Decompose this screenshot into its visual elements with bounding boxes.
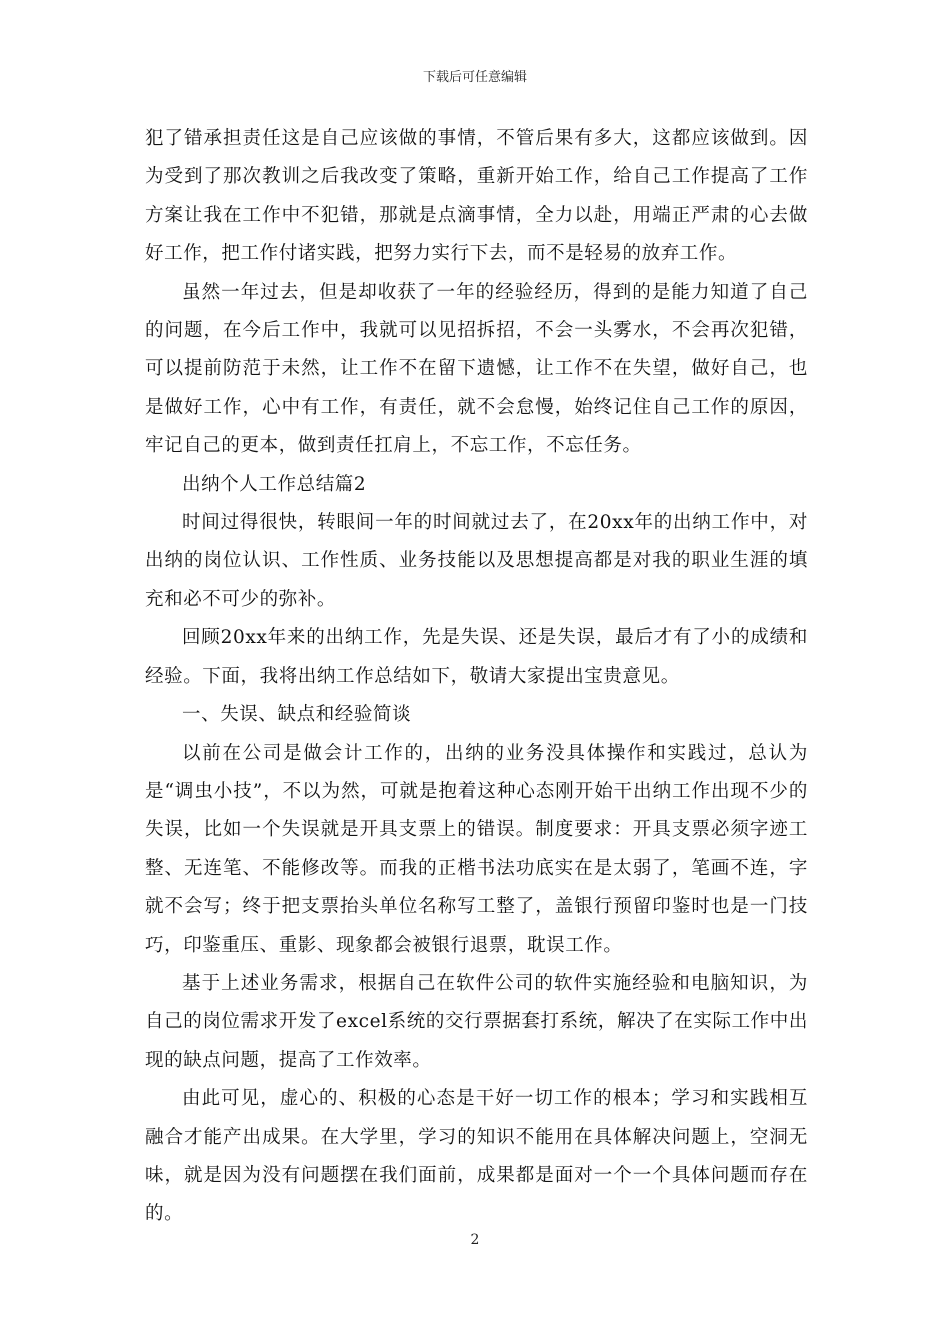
section-title: 出纳个人工作总结篇2 bbox=[182, 473, 367, 495]
document-body bbox=[145, 120, 808, 1234]
paragraph-6: 基于上述业务需求，根据自己在软件公司的软件实施经验和电脑知识，为自己的岗位需求开发了excel系统的交行票据套打系统，解决了在实际工作中出现的缺点问题，提高了工作效率。 bbox=[145, 972, 808, 1071]
paragraph-3: 时间过得很快，转眼间一年的时间就过去了，在20xx年的出纳工作中，对出纳的岗位认识、工作性质、业务技能以及思想提高都是对我的职业生涯的填充和必不可少的弥补。 bbox=[145, 512, 808, 610]
page-number: 2 bbox=[470, 1232, 480, 1248]
header-note: 下载后可任意编辑 bbox=[422, 70, 527, 85]
paragraph-2: 虽然一年过去，但是却收获了一年的经验经历，得到的是能力知道了自己的问题，在今后工作中，我就可以见招拆招，不会一头雾水，不会再次犯错，可以提前防范于未然，让工作不在留下遗憾，让工作不在失望，做好自己，也是做好工作，心中有工作，有责任，就不会怠慢，始终记住自己工作的原因，牢记自己的更本，做到责任扛肩上，不忘工作，不忘任务。 bbox=[145, 281, 808, 457]
paragraph-4: 回顾20xx年来的出纳工作，先是失误、还是失误，最后才有了小的成绩和经验。下面，我将出纳工作总结如下，敬请大家提出宝贵意见。 bbox=[145, 627, 808, 687]
paragraph-1: 犯了错承担责任这是自己应该做的事情，不管后果有多大，这都应该做到。因为受到了那次教训之后我改变了策略，重新开始工作，给自己工作提高了工作方案让我在工作中不犯错，那就是点滴事情，全力以赴，用端正严肃的心去做好工作，把工作付诸实践，把努力实行下去，而不是轻易的放弃工作。 bbox=[145, 128, 808, 265]
paragraph-5: 以前在公司是做会计工作的，出纳的业务没具体操作和实践过，总认为是“调虫小技”，不以为然，可就是抱着这种心态刚开始干出纳工作出现不少的失误，比如一个失误就是开具支票上的错误。制度要求：开具支票必须字迹工整、无连笔、不能修改等。而我的正楷书法功底实在是太弱了，笔画不连，字就不会写；终于把支票抬头单位名称写工整了，盖银行预留印鉴时也是一门技巧，印鉴重压、重影、现象都会被银行退票，耽误工作。 bbox=[145, 742, 808, 956]
subsection-heading: 一、失误、缺点和经验简谈 bbox=[182, 704, 412, 726]
paragraph-7: 由此可见，虚心的、积极的心态是干好一切工作的根本；学习和实践相互融合才能产出成果。在大学里，学习的知识不能用在具体解决问题上，空洞无味，就是因为没有问题摆在我们面前，成果都是面对一个一个具体问题而存在的。 bbox=[145, 1088, 808, 1225]
